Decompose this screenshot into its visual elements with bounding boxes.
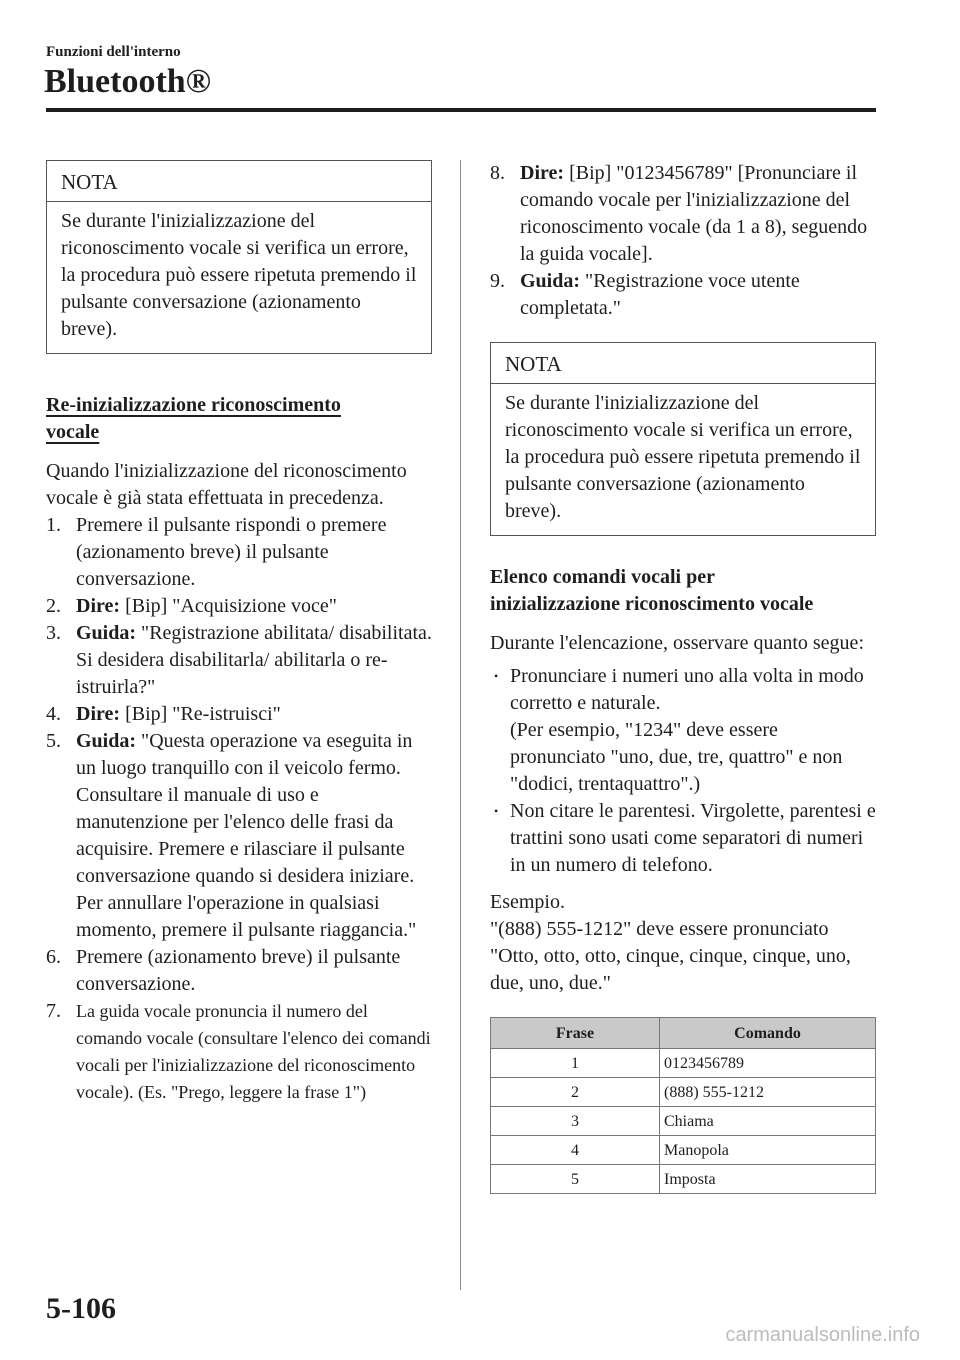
table-row: 2 (888) 555-1212 [491,1078,876,1107]
step-1: 1. Premere il pulsante rispondi o premere (azionamento breve) il pulsante conversazione. [46,514,387,590]
bullet-item: • Pronunciare i numeri uno alla volta in modo corretto e naturale. (Per esempio, "1234" deve essere pronunciato "uno, due, tre, quattro" e non "dodici, trentaquattro".) [490,663,876,798]
step-3: 3. Guida: "Registrazione abilitata/ disabilitata. Si desidera disabilitarla/ abilitarla o re-istruirla?" [46,622,432,698]
watermark: carmanualsonline.info [725,1324,920,1346]
nota-body: Se durante l'inizializzazione del riconoscimento vocale si verifica un errore, la procedura può essere ripetuta premendo il pulsante conversazione (azionamento breve). [505,392,861,522]
nota-box [46,160,432,354]
nota-heading: NOTA [47,161,431,202]
step-9: 9. Guida: "Registrazione voce utente completata." [490,270,800,319]
step-4: 4. Dire: [Bip] "Re-istruisci" [46,703,281,725]
bullet-list [490,663,876,879]
example-text: "(888) 555-1212" deve essere pronunciato "Otto, otto, otto, cinque, cinque, cinque, uno, due, uno, due." [490,918,851,994]
section-heading: Re-inizializzazione riconoscimento vocale [46,394,341,443]
table-header-frase: Frase [491,1018,660,1049]
table-row: 5 Imposta [491,1165,876,1194]
step-6: 6. Premere (azionamento breve) il pulsante conversazione. [46,946,401,995]
table-row: 4 Manopola [491,1136,876,1165]
table-header-row [491,1018,876,1049]
commands-table [490,1017,876,1194]
header-rule [46,108,876,112]
section-heading: Elenco comandi vocali per inizializzazione riconoscimento vocale [490,566,814,615]
table-row: 3 Chiama [491,1107,876,1136]
list-intro: Durante l'elencazione, osservare quanto segue: [490,632,864,654]
step-2: 2. Dire: [Bip] "Acquisizione voce" [46,595,337,617]
bullet-item: • Non citare le parentesi. Virgolette, parentesi e trattini sono usati come separatori di numeri in un numero di telefono. [490,798,876,879]
step-8: 8. Dire: [Bip] "0123456789" [Pronunciare il comando vocale per l'inizializzazione del riconoscimento vocale (da 1 a 8), seguendo la guida vocale]. [490,162,868,265]
example-label: Esempio. [490,891,565,913]
step-7: 7. La guida vocale pronuncia il numero del comando vocale (consultare l'elenco dei comandi vocali per l'inizializzazione del riconoscimento vocale). (Es. "Prego, leggere la frase 1") [46,1000,431,1102]
page-title: Bluetooth® [44,63,212,100]
left-column [46,160,432,1106]
nota-body: Se durante l'inizializzazione del riconoscimento vocale si verifica un errore, la procedura può essere ripetuta premendo il pulsante conversazione (azionamento breve). [61,210,417,340]
intro-paragraph: Quando l'inizializzazione del riconoscimento vocale è già stata effettuata in precedenza. [46,460,407,509]
steps-list-continued [490,160,876,322]
nota-box [490,342,876,536]
step-5: 5. Guida: "Questa operazione va eseguita in un luogo tranquillo con il veicolo fermo. Consultare il manuale di uso e manutenzione per l'elenco delle frasi da acquisire. Premere e rilasciare il pulsante conversazione quando si desidera iniziare. Per annullare l'operazione in qualsiasi momento, premere il pulsante riaggancia." [46,730,417,941]
column-divider [460,160,461,1290]
table-row: 1 0123456789 [491,1049,876,1078]
page-number: 5-106 [46,1292,116,1325]
nota-heading: NOTA [491,343,875,384]
steps-list [46,512,432,1106]
right-column [490,160,876,1194]
header-section-label: Funzioni dell'interno [46,44,181,60]
table-header-comando: Comando [660,1018,876,1049]
